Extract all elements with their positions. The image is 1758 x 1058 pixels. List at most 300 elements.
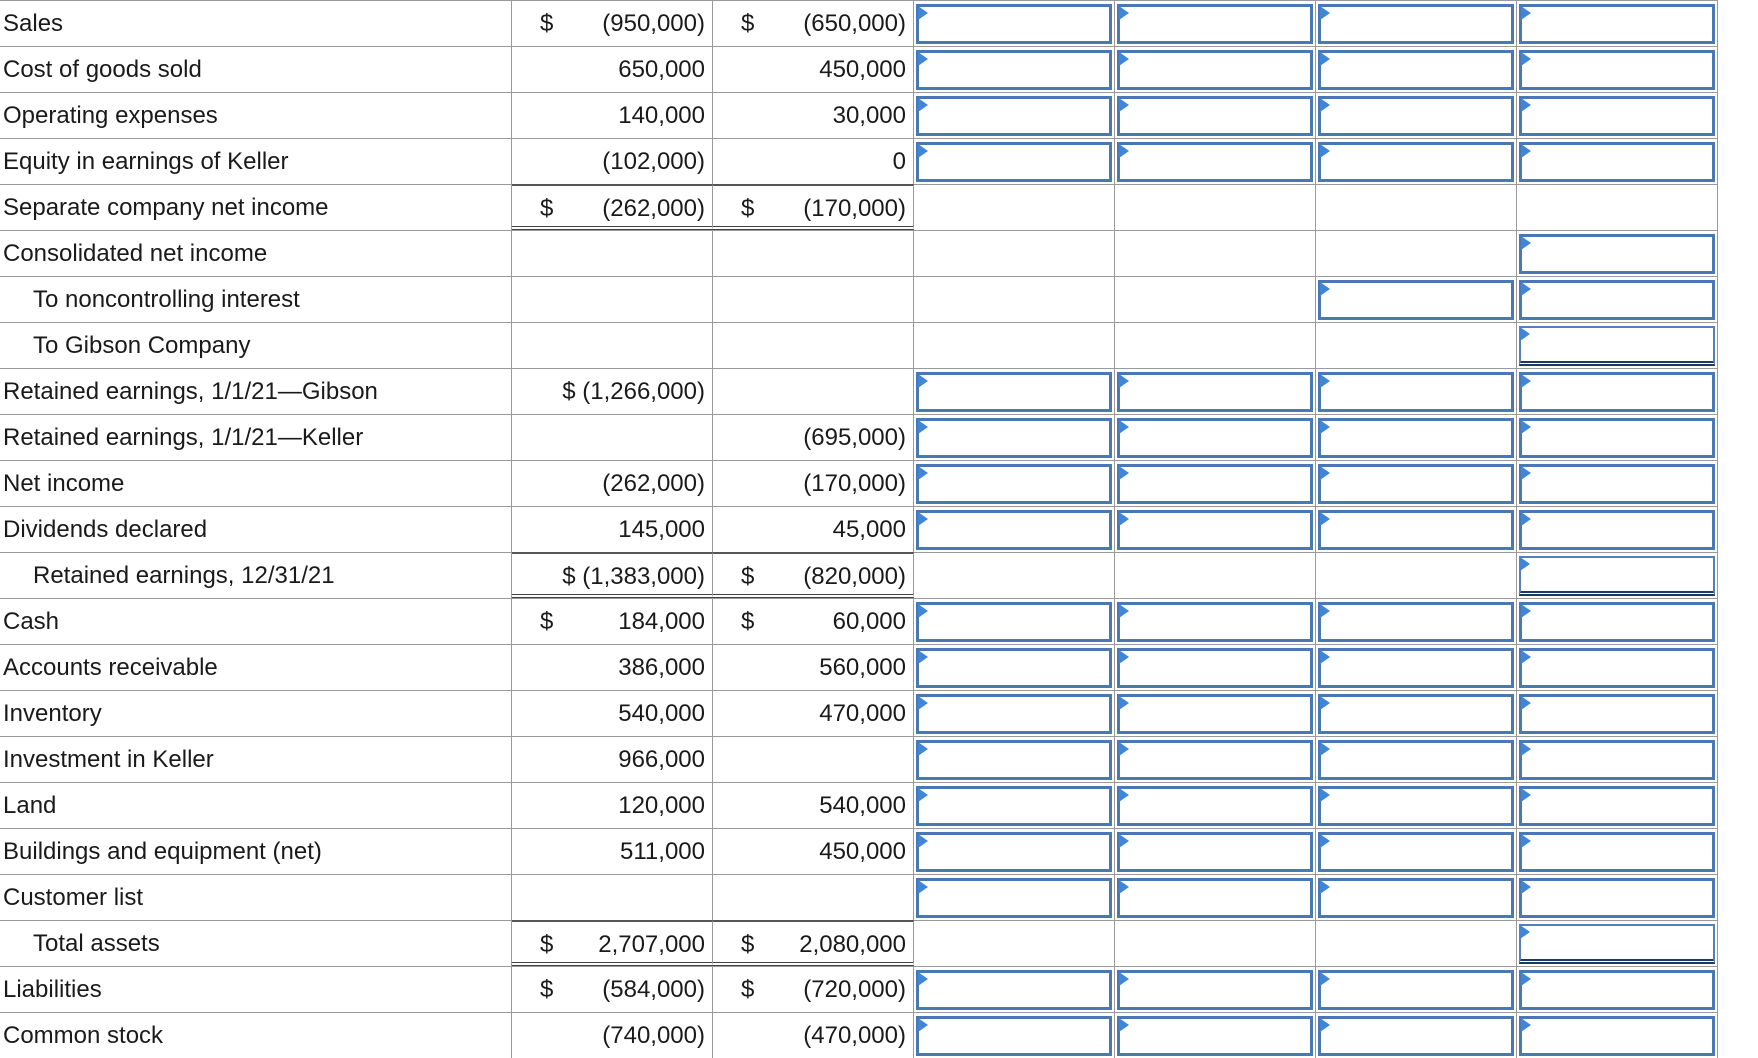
table-row — [0, 184, 1720, 230]
amount-value: (740,000) — [602, 1022, 705, 1049]
dropdown-marker-icon — [1119, 374, 1129, 388]
dollar-sign: $ — [741, 608, 755, 635]
credit-entry-cell — [1115, 874, 1316, 920]
consolidated-entry-cell — [1517, 414, 1718, 460]
row-label-cell — [0, 46, 512, 92]
amount-value: $ (1,383,000) — [562, 563, 705, 590]
noncontrolling-entry-input[interactable] — [1318, 418, 1514, 458]
credit-entry-cell — [1115, 598, 1316, 644]
row-label: Retained earnings, 12/31/21 — [33, 562, 335, 589]
row-label-cell — [0, 598, 512, 644]
amount-value: 30,000 — [832, 102, 906, 129]
row-label-cell — [0, 414, 512, 460]
dollar-sign: $ — [741, 931, 755, 958]
dropdown-marker-icon — [1119, 52, 1129, 66]
debit-entry-cell — [914, 460, 1115, 506]
amount-value: 560,000 — [819, 654, 906, 681]
row-label: Cash — [3, 608, 60, 635]
row-label: Net income — [3, 470, 125, 497]
consolidated-entry-cell — [1517, 736, 1718, 782]
row-label-cell — [0, 1012, 512, 1058]
noncontrolling-entry-input[interactable] — [1318, 464, 1514, 504]
debit-entry-cell — [914, 92, 1115, 138]
keller-value-cell — [713, 368, 914, 414]
row-label: Dividends declared — [3, 516, 208, 543]
row-label: To noncontrolling interest — [33, 286, 300, 313]
credit-entry-cell — [1115, 46, 1316, 92]
dropdown-marker-icon — [1521, 282, 1531, 296]
debit-entry-cell — [914, 46, 1115, 92]
dropdown-marker-icon — [1320, 144, 1330, 158]
consolidated-entry-input[interactable] — [1519, 832, 1715, 872]
consolidated-entry-cell — [1517, 552, 1718, 598]
dropdown-marker-icon — [1521, 236, 1531, 250]
amount-value: 145,000 — [618, 516, 705, 543]
debit-entry-input[interactable] — [916, 970, 1112, 1010]
credit-entry-cell — [1115, 644, 1316, 690]
dropdown-marker-icon — [1119, 880, 1129, 894]
keller-value-cell — [713, 184, 914, 230]
consolidated-entry-input[interactable] — [1519, 234, 1715, 274]
gibson-value-cell — [512, 92, 713, 138]
noncontrolling-entry-input[interactable] — [1318, 694, 1514, 734]
dropdown-marker-icon — [1521, 834, 1531, 848]
dropdown-marker-icon — [918, 420, 928, 434]
noncontrolling-entry-input[interactable] — [1318, 878, 1514, 918]
consolidated-entry-cell — [1517, 368, 1718, 414]
dropdown-marker-icon — [1320, 1018, 1330, 1032]
gibson-value-cell — [512, 506, 713, 552]
credit-entry-input[interactable] — [1117, 786, 1313, 826]
row-label: Operating expenses — [3, 102, 218, 129]
table-row — [0, 322, 1720, 368]
noncontrolling-entry-input[interactable] — [1318, 510, 1514, 550]
row-label: Investment in Keller — [3, 746, 214, 773]
consolidated-entry-input[interactable] — [1519, 1016, 1715, 1056]
noncontrolling-entry-cell — [1316, 46, 1517, 92]
row-label: Sales — [3, 10, 64, 37]
dropdown-marker-icon — [1521, 788, 1531, 802]
consolidated-entry-input[interactable] — [1519, 694, 1715, 734]
noncontrolling-entry-input[interactable] — [1318, 4, 1514, 44]
noncontrolling-entry-input[interactable] — [1318, 96, 1514, 136]
credit-entry-input[interactable] — [1117, 832, 1313, 872]
gibson-value-cell — [512, 414, 713, 460]
row-label: Inventory — [3, 700, 102, 727]
row-label-cell — [0, 966, 512, 1012]
consolidated-entry-cell — [1517, 46, 1718, 92]
dollar-sign: $ — [540, 931, 554, 958]
credit-entry-input[interactable] — [1117, 1016, 1313, 1056]
keller-value-cell — [713, 506, 914, 552]
row-label-cell — [0, 230, 512, 276]
amount-value: 650,000 — [618, 56, 705, 83]
consolidated-entry-input[interactable] — [1519, 96, 1715, 136]
amount-value: (170,000) — [803, 195, 906, 222]
dollar-sign: $ — [741, 976, 755, 1003]
consolidated-entry-input[interactable] — [1519, 878, 1715, 918]
consolidated-entry-input[interactable] — [1519, 602, 1715, 642]
credit-entry-input[interactable] — [1117, 878, 1313, 918]
debit-entry-input[interactable] — [916, 510, 1112, 550]
credit-entry-input[interactable] — [1117, 694, 1313, 734]
table-row — [0, 782, 1720, 828]
consolidated-entry-input[interactable] — [1519, 786, 1715, 826]
keller-value-cell — [713, 552, 914, 598]
debit-entry-cell — [914, 414, 1115, 460]
dropdown-marker-icon — [1119, 420, 1129, 434]
noncontrolling-entry-cell — [1316, 506, 1517, 552]
dollar-sign: $ — [741, 195, 755, 222]
keller-value-cell — [713, 644, 914, 690]
table-row — [0, 552, 1720, 598]
dropdown-marker-icon — [1320, 374, 1330, 388]
dropdown-marker-icon — [918, 604, 928, 618]
keller-value-cell — [713, 0, 914, 46]
row-label-cell — [0, 368, 512, 414]
keller-value-cell — [713, 966, 914, 1012]
dropdown-marker-icon — [918, 650, 928, 664]
table-row — [0, 690, 1720, 736]
amount-value: (695,000) — [803, 424, 906, 451]
amount-value: 386,000 — [618, 654, 705, 681]
debit-entry-cell — [914, 690, 1115, 736]
consolidated-entry-cell — [1517, 0, 1718, 46]
table-row — [0, 828, 1720, 874]
table-row — [0, 506, 1720, 552]
gibson-value-cell — [512, 368, 713, 414]
credit-entry-cell — [1115, 276, 1316, 322]
debit-entry-cell — [914, 920, 1115, 966]
table-row — [0, 736, 1720, 782]
table-row — [0, 966, 1720, 1012]
noncontrolling-entry-input[interactable] — [1318, 142, 1514, 182]
keller-value-cell — [713, 782, 914, 828]
consolidated-entry-input[interactable] — [1519, 142, 1715, 182]
noncontrolling-entry-cell — [1316, 184, 1517, 230]
row-label-cell — [0, 506, 512, 552]
keller-value-cell — [713, 736, 914, 782]
consolidated-entry-input[interactable] — [1519, 510, 1715, 550]
consolidated-entry-cell — [1517, 230, 1718, 276]
amount-value: 450,000 — [819, 56, 906, 83]
row-label-cell — [0, 0, 512, 46]
dropdown-marker-icon — [1119, 144, 1129, 158]
debit-entry-input[interactable] — [916, 786, 1112, 826]
keller-value-cell — [713, 874, 914, 920]
amount-value: (102,000) — [602, 148, 705, 175]
gibson-value-cell — [512, 230, 713, 276]
keller-value-cell — [713, 828, 914, 874]
table-row — [0, 598, 1720, 644]
amount-value: 540,000 — [618, 700, 705, 727]
amount-value: (470,000) — [803, 1022, 906, 1049]
credit-entry-input[interactable] — [1117, 648, 1313, 688]
debit-entry-input[interactable] — [916, 96, 1112, 136]
amount-value: (720,000) — [803, 976, 906, 1003]
gibson-value-cell — [512, 552, 713, 598]
debit-entry-cell — [914, 138, 1115, 184]
amount-value: (584,000) — [602, 976, 705, 1003]
dropdown-marker-icon — [1119, 742, 1129, 756]
dropdown-marker-icon — [1119, 466, 1129, 480]
row-label-cell — [0, 138, 512, 184]
debit-entry-input[interactable] — [916, 1016, 1112, 1056]
noncontrolling-entry-input[interactable] — [1318, 602, 1514, 642]
dropdown-marker-icon — [918, 144, 928, 158]
table-row — [0, 0, 1720, 46]
credit-entry-input[interactable] — [1117, 970, 1313, 1010]
dropdown-marker-icon — [1520, 925, 1530, 939]
credit-entry-cell — [1115, 828, 1316, 874]
consolidated-entry-cell — [1517, 276, 1718, 322]
credit-entry-cell — [1115, 414, 1316, 460]
debit-entry-cell — [914, 1012, 1115, 1058]
consolidated-entry-input[interactable] — [1519, 418, 1715, 458]
dropdown-marker-icon — [1521, 742, 1531, 756]
dropdown-marker-icon — [1320, 466, 1330, 480]
debit-entry-cell — [914, 552, 1115, 598]
consolidated-entry-cell — [1517, 874, 1718, 920]
credit-entry-cell — [1115, 782, 1316, 828]
gibson-value-cell — [512, 460, 713, 506]
debit-entry-input[interactable] — [916, 694, 1112, 734]
noncontrolling-entry-input[interactable] — [1318, 970, 1514, 1010]
credit-entry-input[interactable] — [1117, 602, 1313, 642]
noncontrolling-entry-input[interactable] — [1318, 372, 1514, 412]
noncontrolling-entry-cell — [1316, 1012, 1517, 1058]
gibson-value-cell — [512, 276, 713, 322]
credit-entry-input[interactable] — [1117, 464, 1313, 504]
keller-value-cell — [713, 230, 914, 276]
consolidated-entry-input[interactable] — [1519, 556, 1715, 596]
dropdown-marker-icon — [1119, 98, 1129, 112]
row-label: Liabilities — [3, 976, 102, 1003]
noncontrolling-entry-input[interactable] — [1318, 280, 1514, 320]
table-row — [0, 460, 1720, 506]
noncontrolling-entry-cell — [1316, 138, 1517, 184]
gibson-value-cell — [512, 920, 713, 966]
debit-entry-input[interactable] — [916, 372, 1112, 412]
debit-entry-input[interactable] — [916, 648, 1112, 688]
row-label-cell — [0, 92, 512, 138]
dropdown-marker-icon — [918, 1018, 928, 1032]
dropdown-marker-icon — [1521, 880, 1531, 894]
credit-entry-input[interactable] — [1117, 4, 1313, 44]
amount-value: (950,000) — [602, 10, 705, 37]
debit-entry-input[interactable] — [916, 50, 1112, 90]
keller-value-cell — [713, 920, 914, 966]
noncontrolling-entry-cell — [1316, 322, 1517, 368]
amount-value: 2,707,000 — [598, 931, 705, 958]
keller-value-cell — [713, 138, 914, 184]
debit-entry-input[interactable] — [916, 4, 1112, 44]
table-row — [0, 368, 1720, 414]
dropdown-marker-icon — [1521, 466, 1531, 480]
noncontrolling-entry-input[interactable] — [1318, 648, 1514, 688]
consolidated-entry-cell — [1517, 184, 1718, 230]
debit-entry-input[interactable] — [916, 878, 1112, 918]
credit-entry-cell — [1115, 92, 1316, 138]
credit-entry-cell — [1115, 0, 1316, 46]
gibson-value-cell — [512, 874, 713, 920]
consolidated-entry-cell — [1517, 782, 1718, 828]
dropdown-marker-icon — [918, 52, 928, 66]
debit-entry-cell — [914, 230, 1115, 276]
debit-entry-cell — [914, 322, 1115, 368]
consolidated-entry-cell — [1517, 138, 1718, 184]
amount-value: 0 — [892, 148, 906, 175]
dropdown-marker-icon — [918, 972, 928, 986]
dropdown-marker-icon — [918, 696, 928, 710]
noncontrolling-entry-cell — [1316, 0, 1517, 46]
dropdown-marker-icon — [1320, 880, 1330, 894]
consolidated-entry-cell — [1517, 506, 1718, 552]
debit-entry-input[interactable] — [916, 142, 1112, 182]
credit-entry-input[interactable] — [1117, 50, 1313, 90]
debit-entry-input[interactable] — [916, 464, 1112, 504]
amount-value: 470,000 — [819, 700, 906, 727]
credit-entry-input[interactable] — [1117, 372, 1313, 412]
row-label: Common stock — [3, 1022, 164, 1049]
consolidated-entry-input[interactable] — [1519, 50, 1715, 90]
gibson-value-cell — [512, 690, 713, 736]
dollar-sign: $ — [540, 195, 554, 222]
noncontrolling-entry-cell — [1316, 690, 1517, 736]
gibson-value-cell — [512, 138, 713, 184]
credit-entry-cell — [1115, 920, 1316, 966]
consolidated-entry-cell — [1517, 966, 1718, 1012]
noncontrolling-entry-input[interactable] — [1318, 832, 1514, 872]
consolidated-entry-cell — [1517, 920, 1718, 966]
amount-value: (650,000) — [803, 10, 906, 37]
noncontrolling-entry-input[interactable] — [1318, 786, 1514, 826]
consolidated-entry-input[interactable] — [1519, 372, 1715, 412]
debit-entry-input[interactable] — [916, 418, 1112, 458]
row-label: Buildings and equipment (net) — [3, 838, 322, 865]
noncontrolling-entry-cell — [1316, 828, 1517, 874]
table-row — [0, 276, 1720, 322]
dropdown-marker-icon — [1119, 1018, 1129, 1032]
amount-value: (262,000) — [602, 195, 705, 222]
gibson-value-cell — [512, 322, 713, 368]
row-label: Consolidated net income — [3, 240, 268, 267]
keller-value-cell — [713, 460, 914, 506]
debit-entry-cell — [914, 782, 1115, 828]
noncontrolling-entry-cell — [1316, 782, 1517, 828]
consolidated-entry-cell — [1517, 598, 1718, 644]
credit-entry-cell — [1115, 322, 1316, 368]
debit-entry-input[interactable] — [916, 740, 1112, 780]
dropdown-marker-icon — [1521, 512, 1531, 526]
dropdown-marker-icon — [1320, 604, 1330, 618]
dropdown-marker-icon — [1320, 742, 1330, 756]
credit-entry-input[interactable] — [1117, 418, 1313, 458]
debit-entry-cell — [914, 368, 1115, 414]
consolidated-entry-input[interactable] — [1519, 4, 1715, 44]
amount-value: 45,000 — [832, 516, 906, 543]
dropdown-marker-icon — [1320, 696, 1330, 710]
dropdown-marker-icon — [1119, 788, 1129, 802]
consolidated-entry-cell — [1517, 92, 1718, 138]
debit-entry-cell — [914, 598, 1115, 644]
row-label-cell — [0, 828, 512, 874]
gibson-value-cell — [512, 0, 713, 46]
consolidated-entry-input[interactable] — [1519, 740, 1715, 780]
gibson-value-cell — [512, 46, 713, 92]
credit-entry-input[interactable] — [1117, 96, 1313, 136]
dollar-sign: $ — [741, 10, 755, 37]
row-label-cell — [0, 184, 512, 230]
gibson-value-cell — [512, 828, 713, 874]
table-row — [0, 46, 1720, 92]
credit-entry-input[interactable] — [1117, 740, 1313, 780]
debit-entry-cell — [914, 0, 1115, 46]
gibson-value-cell — [512, 736, 713, 782]
consolidated-entry-input[interactable] — [1519, 924, 1715, 964]
row-label: Customer list — [3, 884, 144, 911]
row-label: Retained earnings, 1/1/21—Gibson — [3, 378, 378, 405]
credit-entry-input[interactable] — [1117, 510, 1313, 550]
noncontrolling-entry-input[interactable] — [1318, 740, 1514, 780]
amount-value: (262,000) — [602, 470, 705, 497]
table-row — [0, 644, 1720, 690]
dropdown-marker-icon — [1521, 650, 1531, 664]
dropdown-marker-icon — [1320, 788, 1330, 802]
dropdown-marker-icon — [1520, 327, 1530, 341]
noncontrolling-entry-input[interactable] — [1318, 1016, 1514, 1056]
row-label: Accounts receivable — [3, 654, 218, 681]
dollar-sign: $ — [540, 608, 554, 635]
dropdown-marker-icon — [1521, 98, 1531, 112]
gibson-value-cell — [512, 966, 713, 1012]
noncontrolling-entry-cell — [1316, 276, 1517, 322]
debit-entry-input[interactable] — [916, 602, 1112, 642]
table-row — [0, 414, 1720, 460]
row-label-cell — [0, 736, 512, 782]
amount-value: (820,000) — [803, 563, 906, 590]
credit-entry-input[interactable] — [1117, 142, 1313, 182]
consolidated-entry-input[interactable] — [1519, 326, 1715, 366]
credit-entry-cell — [1115, 368, 1316, 414]
dropdown-marker-icon — [1320, 282, 1330, 296]
consolidated-entry-input[interactable] — [1519, 280, 1715, 320]
gibson-value-cell — [512, 644, 713, 690]
dropdown-marker-icon — [1320, 420, 1330, 434]
keller-value-cell — [713, 322, 914, 368]
consolidated-entry-input[interactable] — [1519, 970, 1715, 1010]
row-label: Retained earnings, 1/1/21—Keller — [3, 424, 364, 451]
noncontrolling-entry-cell — [1316, 230, 1517, 276]
keller-value-cell — [713, 46, 914, 92]
noncontrolling-entry-cell — [1316, 598, 1517, 644]
dropdown-marker-icon — [1320, 834, 1330, 848]
consolidated-entry-input[interactable] — [1519, 648, 1715, 688]
noncontrolling-entry-input[interactable] — [1318, 50, 1514, 90]
amount-value: $ (1,266,000) — [562, 378, 705, 405]
table-row — [0, 92, 1720, 138]
dropdown-marker-icon — [1320, 650, 1330, 664]
amount-value: 540,000 — [819, 792, 906, 819]
credit-entry-cell — [1115, 506, 1316, 552]
consolidated-entry-input[interactable] — [1519, 464, 1715, 504]
gibson-value-cell — [512, 782, 713, 828]
debit-entry-input[interactable] — [916, 832, 1112, 872]
dropdown-marker-icon — [1320, 98, 1330, 112]
amount-value: (170,000) — [803, 470, 906, 497]
amount-value: 2,080,000 — [799, 931, 906, 958]
noncontrolling-entry-cell — [1316, 460, 1517, 506]
